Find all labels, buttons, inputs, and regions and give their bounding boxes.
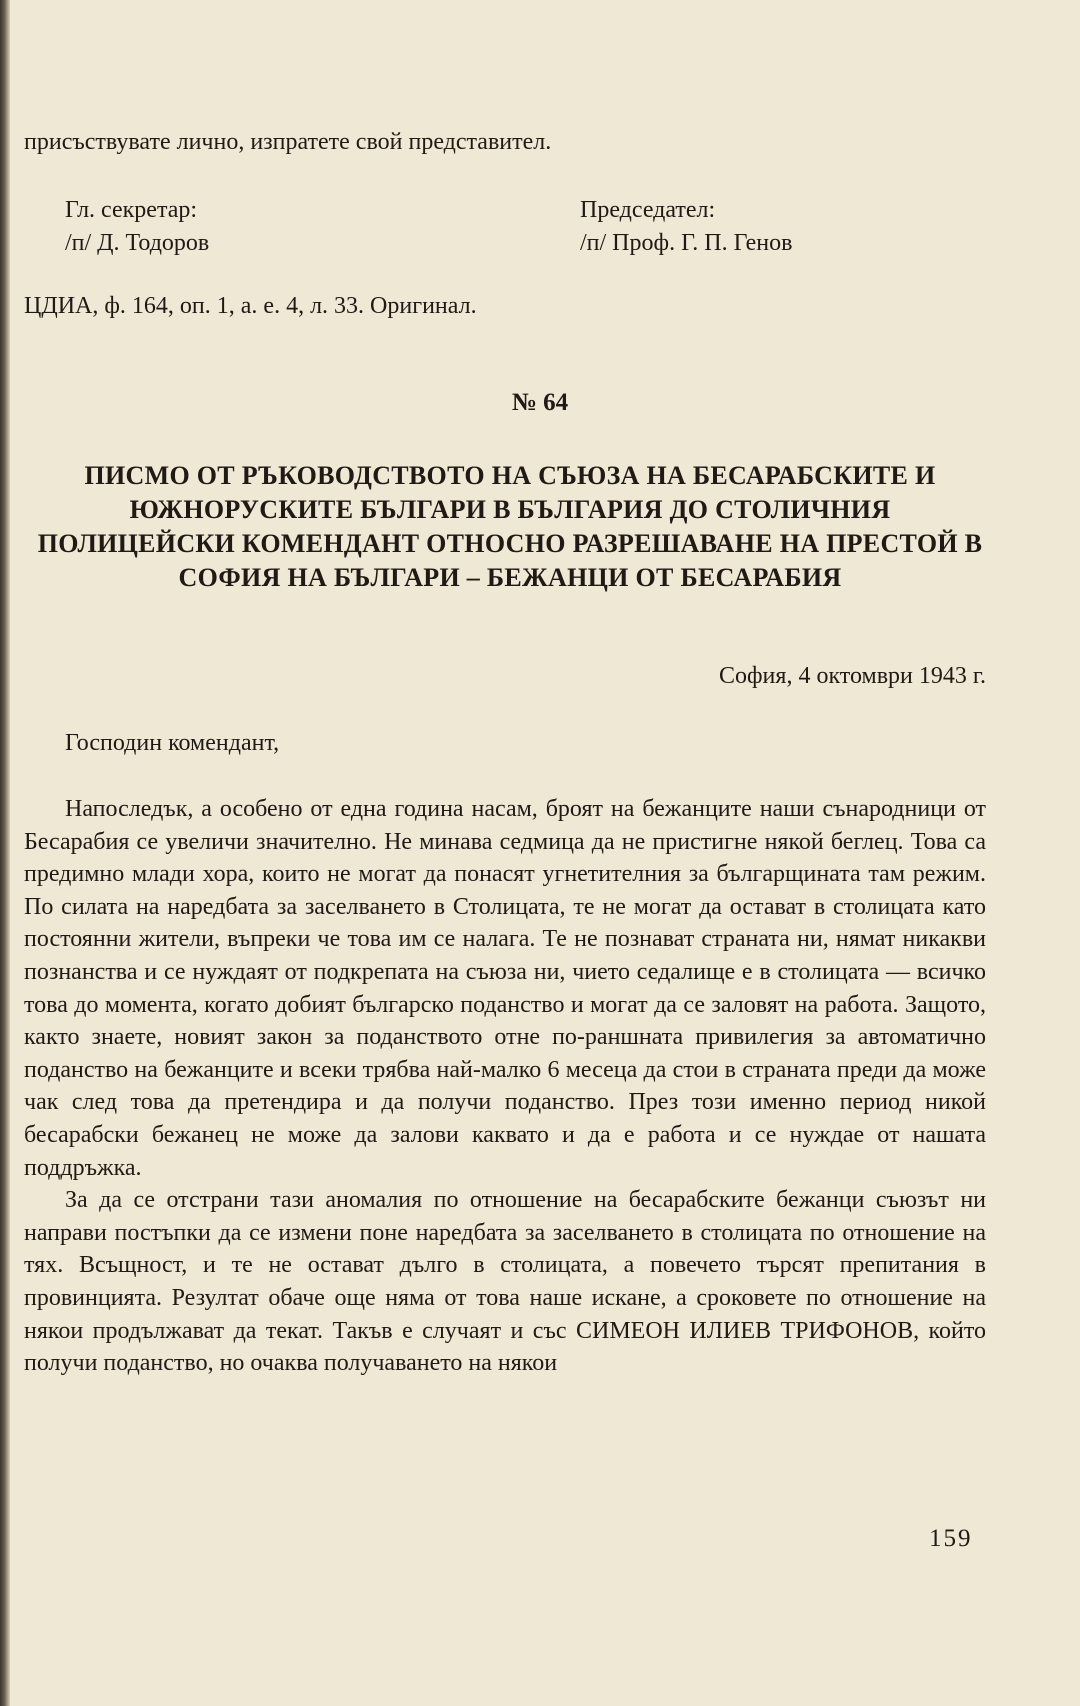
signature-secretary-name: /п/ Д. Тодоров <box>65 230 210 256</box>
signature-secretary-role: Гл. секретар: <box>65 197 198 223</box>
page-binding-shadow <box>0 0 10 1706</box>
signature-chairman-name: /п/ Проф. Г. П. Генов <box>580 230 793 256</box>
signature-secretary <box>65 194 209 260</box>
document-title: ПИСМО ОТ РЪКОВОДСТВОТО НА СЪЮЗА НА БЕСАРАБСКИТЕ И ЮЖНОРУСКИТЕ БЪЛГАРИ В БЪЛГАРИЯ ДО СТОЛИЧНИЯ ПОЛИЦЕЙСКИ КОМЕНДАНТ ОТНОСНО РАЗРЕШАВАНЕ НА ПРЕСТОЙ В СОФИЯ НА БЪЛГАРИ – БЕЖАНЦИ ОТ БЕСАРАБИЯ <box>37 461 983 592</box>
signature-chairman-role: Председател: <box>580 197 716 223</box>
paragraph: Напоследък, а особено от една година насам, броят на бежанците наши сънародници от Бесарабия се увеличи значително. Не минава седмица да не пристигне някой беглец. Това са предимно млади хора, които не могат да понасят угнетителния за българщината там режим. По силата на наредбата за заселването в Столицата, те не могат да остават в столицата като постоянни жители, въпреки че това им се налага. Те не познават страната ни, нямат никакви познанства и се нуждаят от подкрепата на съюза ни, чието седалище е в столицата — всичко това до момента, когато добият българско поданство и могат да се заловят на работа. Защото, както знаете, новият закон за поданството отне по-раншната привилегия за автоматично поданство на бежанците и всеки трябва най-малко 6 месеца да стои в страната преди да може чак след това да претендира и да получи поданство. През този именно период никой бесарабски бежанец не може да залови каквато и да е работа и се нуждае от нашата поддръжка. <box>24 796 986 1181</box>
continuation-line: присъствувате лично, изпратете свой представител. <box>24 129 552 155</box>
page-number: 159 <box>929 1525 973 1552</box>
paragraph: За да се отстрани тази аномалия по отношение на бесарабските бежанци съюзът ни направи постъпки да се измени поне наредбата за заселването в столицата по отношение на тях. Всъщност, и те не остават дълго в столицата, а повечето търсят препитания в провинцията. Резултат обаче още няма от това наше искане, а сроковете по отношение на някои продължават да текат. Такъв е случаят и със СИМЕОН ИЛИЕВ ТРИФОНОВ, който получи поданство, но очаква получаването на някои <box>24 1187 986 1377</box>
document-number: № 64 <box>511 389 569 416</box>
signature-chairman <box>580 194 792 260</box>
salutation: Господин комендант, <box>65 730 280 756</box>
letter-body <box>24 793 986 1380</box>
place-date: София, 4 октомври 1943 г. <box>719 663 986 689</box>
archive-reference: ЦДИА, ф. 164, оп. 1, а. е. 4, л. 33. Оригинал. <box>24 293 477 319</box>
